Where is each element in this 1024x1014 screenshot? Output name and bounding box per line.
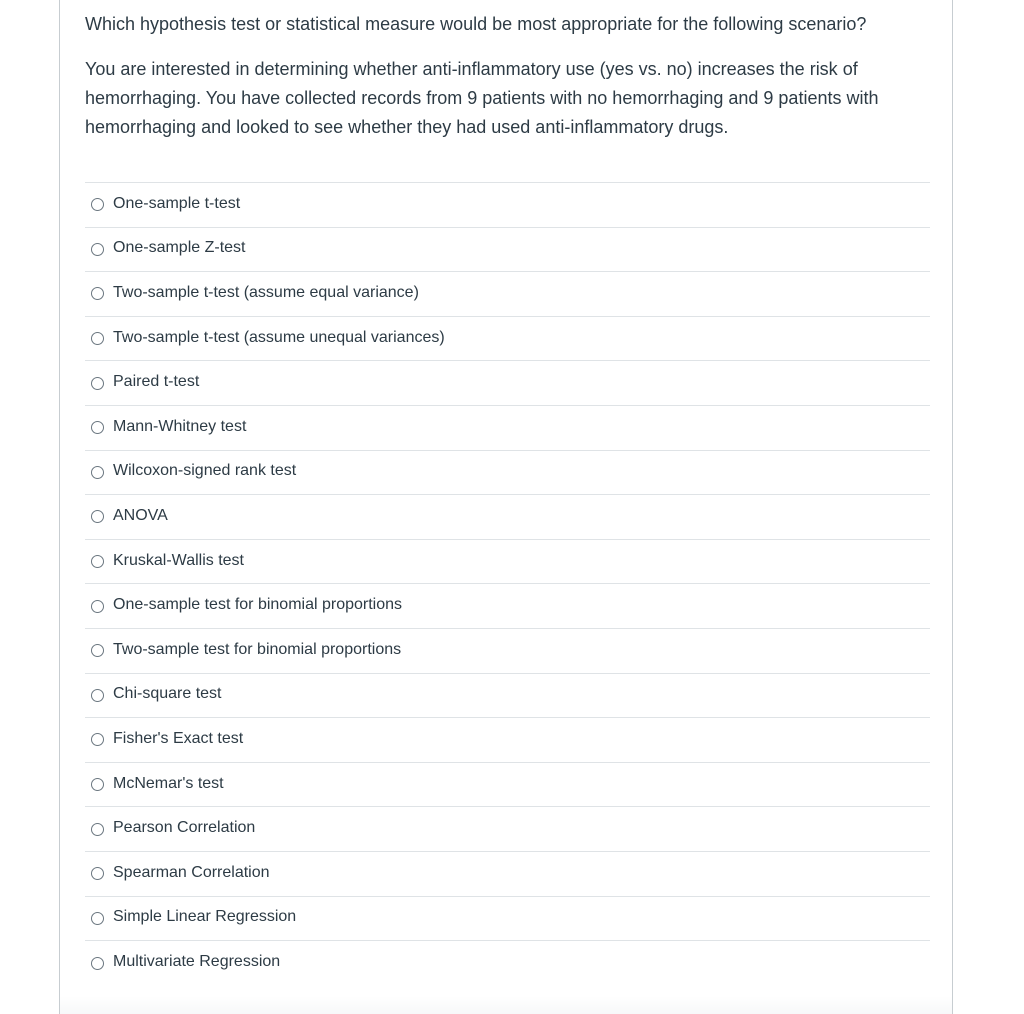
answer-option-pearson[interactable] [85, 807, 930, 852]
answer-option-kruskal-wallis[interactable] [85, 540, 930, 585]
radio-button[interactable] [91, 510, 104, 523]
answer-option-fishers-exact[interactable] [85, 718, 930, 763]
radio-button[interactable] [91, 555, 104, 568]
answer-option-two-sample-binomial[interactable] [85, 629, 930, 674]
answer-option-simple-linear-regression[interactable] [85, 897, 930, 942]
answer-label: ANOVA [113, 506, 168, 524]
answer-label: One-sample t-test [113, 194, 241, 212]
answer-label: One-sample test for binomial proportions [113, 596, 403, 614]
answer-label: Fisher's Exact test [113, 729, 244, 747]
answer-option-one-sample-z-test[interactable] [85, 228, 930, 273]
radio-button[interactable] [91, 198, 104, 211]
answer-option-multivariate-regression[interactable] [85, 941, 930, 986]
answer-option-one-sample-t-test[interactable] [85, 183, 930, 228]
radio-button[interactable] [91, 332, 104, 345]
answer-option-chi-square[interactable] [85, 674, 930, 719]
panel-bottom-fade [60, 996, 952, 1014]
answer-label: Paired t-test [113, 373, 200, 391]
answer-option-mcnemar[interactable] [85, 763, 930, 808]
answer-label: Multivariate Regression [113, 953, 281, 971]
answer-option-anova[interactable] [85, 495, 930, 540]
quiz-question-panel [59, 0, 953, 1014]
radio-button[interactable] [91, 287, 104, 300]
radio-button[interactable] [91, 421, 104, 434]
question-scenario: You are interested in determining whether anti-inflammatory use (yes vs. no) increases the risk of hemorrhaging. You have collected records from 9 patients with no hemorrhaging and 9 patients with hemorrhaging and looked to see whether they had used anti-inflammatory drugs. [85, 59, 879, 137]
answer-label: One-sample Z-test [113, 239, 246, 257]
answer-option-wilcoxon[interactable] [85, 451, 930, 496]
answer-label: Pearson Correlation [113, 819, 256, 837]
question-prompt: Which hypothesis test or statistical measure would be most appropriate for the following scenario? [85, 14, 867, 34]
radio-button[interactable] [91, 377, 104, 390]
radio-button[interactable] [91, 823, 104, 836]
answer-label: Chi-square test [113, 685, 222, 703]
answer-label: McNemar's test [113, 774, 224, 792]
radio-button[interactable] [91, 957, 104, 970]
answer-option-paired-t-test[interactable] [85, 361, 930, 406]
answer-label: Two-sample t-test (assume unequal variances) [113, 328, 445, 346]
answer-option-one-sample-binomial[interactable] [85, 584, 930, 629]
answer-option-mann-whitney[interactable] [85, 406, 930, 451]
radio-button[interactable] [91, 689, 104, 702]
radio-button[interactable] [91, 466, 104, 479]
answer-label: Two-sample t-test (assume equal variance) [113, 283, 419, 301]
radio-button[interactable] [91, 644, 104, 657]
answer-option-spearman[interactable] [85, 852, 930, 897]
answer-list [85, 182, 930, 986]
radio-button[interactable] [91, 733, 104, 746]
answer-label: Spearman Correlation [113, 863, 270, 881]
radio-button[interactable] [91, 912, 104, 925]
answer-label: Mann-Whitney test [113, 417, 247, 435]
answer-label: Wilcoxon-signed rank test [113, 462, 297, 480]
radio-button[interactable] [91, 867, 104, 880]
answer-option-two-sample-t-test-equal[interactable] [85, 272, 930, 317]
radio-button[interactable] [91, 778, 104, 791]
radio-button[interactable] [91, 243, 104, 256]
answer-label: Two-sample test for binomial proportions [113, 640, 402, 658]
answer-label: Simple Linear Regression [113, 908, 297, 926]
answer-option-two-sample-t-test-unequal[interactable] [85, 317, 930, 362]
radio-button[interactable] [91, 600, 104, 613]
answer-label: Kruskal-Wallis test [113, 551, 244, 569]
